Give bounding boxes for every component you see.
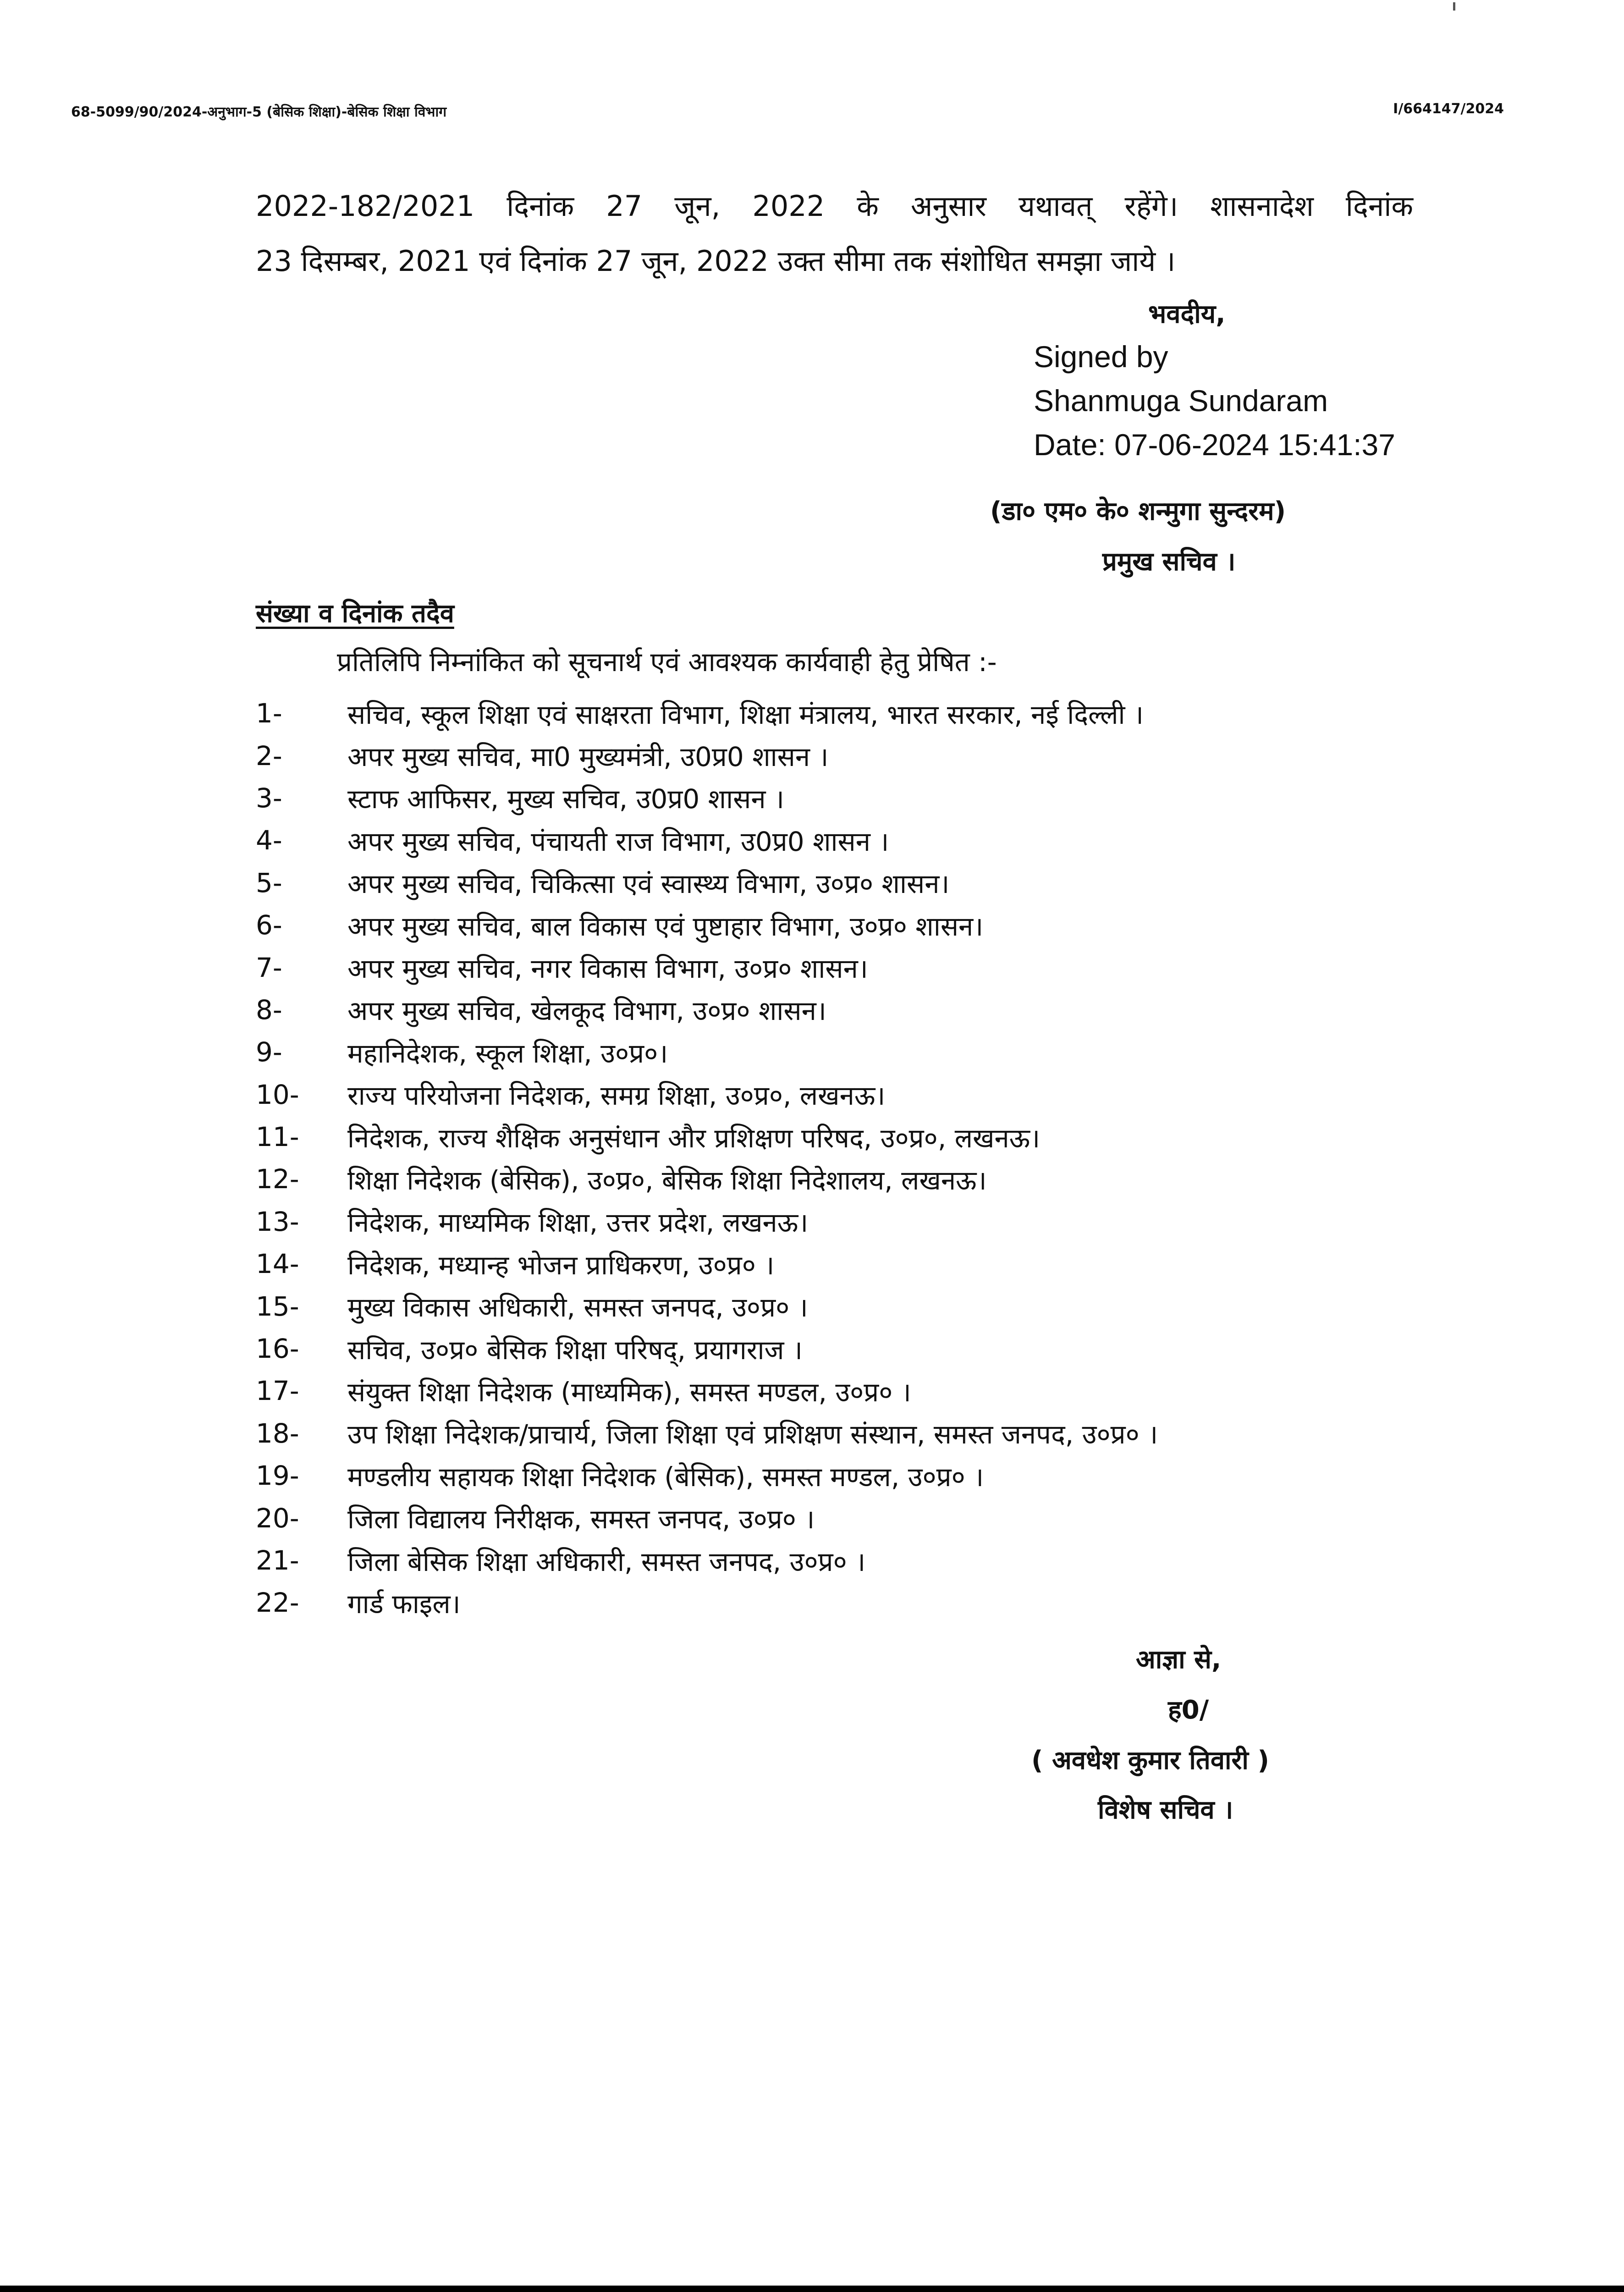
closing-salutation: भवदीय,: [1148, 299, 1226, 329]
item-number: 7-: [256, 952, 282, 983]
list-item: [256, 1116, 1158, 1158]
item-number: 18-: [256, 1417, 299, 1449]
item-text: अपर मुख्य सचिव, मा0 मुख्यमंत्री, उ0प्र0 शासन ।: [347, 741, 829, 773]
item-text: अपर मुख्य सचिव, चिकित्सा एवं स्वास्थ्य विभाग, उ०प्र० शासन।: [347, 868, 950, 900]
item-text: अपर मुख्य सचिव, पंचायती राज विभाग, उ0प्र0 शासन ।: [347, 826, 889, 857]
scan-mark: [1453, 2, 1455, 11]
second-signer-name: ( अवधेश कुमार तिवारी ): [1031, 1746, 1269, 1775]
list-item: [256, 1581, 1158, 1624]
list-item: [256, 1455, 1158, 1497]
copy-intro: प्रतिलिपि निम्नांकित को सूचनार्थ एवं आवश्यक कार्यवाही हेतु प्रेषित :-: [337, 646, 997, 678]
item-text: जिला विद्यालय निरीक्षक, समस्त जनपद, उ०प्र० ।: [347, 1504, 815, 1535]
list-item: [256, 734, 1158, 777]
digital-signature: [1034, 335, 1395, 467]
item-text: निदेशक, राज्य शैक्षिक अनुसंधान और प्रशिक्षण परिषद, उ०प्र०, लखनऊ।: [347, 1122, 1040, 1154]
item-number: 16-: [256, 1333, 299, 1365]
list-item: [256, 1158, 1158, 1200]
intro-line: 23 दिसम्बर, 2021 एवं दिनांक 27 जून, 2022 उक्त सीमा तक संशोधित समझा जाये ।: [256, 244, 1176, 278]
second-signer-title: विशेष सचिव ।: [1098, 1795, 1233, 1825]
signed-mark: ह0/: [1168, 1695, 1209, 1725]
list-item: [256, 777, 1158, 819]
item-text: गार्ड फाइल।: [347, 1588, 461, 1620]
item-number: 2-: [256, 740, 282, 771]
item-text: मुख्य विकास अधिकारी, समस्त जनपद, उ०प्र० ।: [347, 1292, 808, 1323]
signer-name: (डा० एम० के० शन्मुगा सुन्दरम): [990, 496, 1286, 526]
item-text: महानिदेशक, स्कूल शिक्षा, उ०प्र०।: [347, 1037, 668, 1069]
item-text: शिक्षा निदेशक (बेसिक), उ०प्र०, बेसिक शिक्षा निदेशालय, लखनऊ।: [347, 1164, 987, 1196]
list-item: [256, 1497, 1158, 1539]
item-number: 20-: [256, 1502, 299, 1534]
item-text: स्टाफ आफिसर, मुख्य सचिव, उ0प्र0 शासन ।: [347, 783, 784, 815]
item-text: उप शिक्षा निदेशक/प्राचार्य, जिला शिक्षा एवं प्रशिक्षण संस्थान, समस्त जनपद, उ०प्र० ।: [347, 1419, 1158, 1450]
item-number: 13-: [256, 1206, 299, 1237]
list-item: [256, 1539, 1158, 1581]
item-number: 17-: [256, 1375, 299, 1407]
list-item: [256, 692, 1158, 734]
list-item: [256, 819, 1158, 861]
signature-line: Signed by: [1034, 340, 1168, 374]
item-text: राज्य परियोजना निदेशक, समग्र शिक्षा, उ०प्र०, लखनऊ।: [347, 1080, 886, 1112]
intro-line: 2022-182/2021 दिनांक 27 जून, 2022 के अनुसार यथावत् रहेंगे। शासनादेश दिनांक: [256, 189, 1413, 223]
item-text: निदेशक, माध्यमिक शिक्षा, उत्तर प्रदेश, लखनऊ।: [347, 1207, 809, 1239]
item-text: अपर मुख्य सचिव, नगर विकास विभाग, उ०प्र० शासन।: [347, 953, 868, 985]
item-number: 4-: [256, 825, 282, 856]
reference-heading: संख्या व दिनांक तदैव: [256, 599, 454, 628]
item-number: 12-: [256, 1163, 299, 1195]
list-item: [256, 946, 1158, 988]
list-item: [256, 989, 1158, 1031]
list-item: [256, 904, 1158, 946]
item-number: 21-: [256, 1545, 299, 1576]
item-number: 1-: [256, 698, 282, 729]
item-number: 3-: [256, 782, 282, 814]
signature-line: Date: 07-06-2024 15:41:37: [1034, 428, 1395, 462]
item-number: 8-: [256, 994, 282, 1025]
list-item: [256, 1074, 1158, 1116]
item-number: 10-: [256, 1079, 299, 1110]
recipient-list: [256, 692, 1158, 1624]
signature-line: Shanmuga Sundaram: [1034, 384, 1328, 418]
item-text: अपर मुख्य सचिव, बाल विकास एवं पुष्टाहार विभाग, उ०प्र० शासन।: [347, 910, 984, 942]
item-text: जिला बेसिक शिक्षा अधिकारी, समस्त जनपद, उ०प्र० ।: [347, 1546, 866, 1577]
item-text: संयुक्त शिक्षा निदेशक (माध्यमिक), समस्त मण्डल, उ०प्र० ।: [347, 1376, 911, 1408]
list-item: [256, 1370, 1158, 1412]
item-text: मण्डलीय सहायक शिक्षा निदेशक (बेसिक), समस्त मण्डल, उ०प्र० ।: [347, 1461, 984, 1493]
intro-paragraph: [256, 179, 1413, 289]
list-item: [256, 1285, 1158, 1327]
list-item: [256, 1328, 1158, 1370]
list-item: [256, 1201, 1158, 1243]
item-text: सचिव, उ०प्र० बेसिक शिक्षा परिषद्, प्रयागराज ।: [347, 1334, 803, 1366]
item-number: 6-: [256, 909, 282, 941]
list-item: [256, 1412, 1158, 1455]
item-text: निदेशक, मध्यान्ह भोजन प्राधिकरण, उ०प्र० ।: [347, 1249, 775, 1281]
scan-edge: [0, 2286, 1624, 2292]
item-number: 15-: [256, 1290, 299, 1322]
list-item: [256, 1031, 1158, 1073]
document-number: I/664147/2024: [1393, 101, 1504, 117]
item-text: अपर मुख्य सचिव, खेलकूद विभाग, उ०प्र० शासन।: [347, 995, 826, 1027]
item-number: 14-: [256, 1248, 299, 1280]
item-number: 22-: [256, 1587, 299, 1619]
item-text: सचिव, स्कूल शिक्षा एवं साक्षरता विभाग, शिक्षा मंत्रालय, भारत सरकार, नई दिल्ली ।: [347, 699, 1144, 730]
file-reference: 68-5099/90/2024-अनुभाग-5 (बेसिक शिक्षा)-बेसिक शिक्षा विभाग: [71, 104, 447, 120]
item-number: 19-: [256, 1460, 299, 1492]
signer-title: प्रमुख सचिव ।: [1102, 547, 1236, 577]
order-label: आज्ञा से,: [1136, 1645, 1222, 1675]
item-number: 9-: [256, 1036, 282, 1068]
list-item: [256, 862, 1158, 904]
list-item: [256, 1243, 1158, 1285]
item-number: 5-: [256, 867, 282, 898]
item-number: 11-: [256, 1121, 299, 1153]
